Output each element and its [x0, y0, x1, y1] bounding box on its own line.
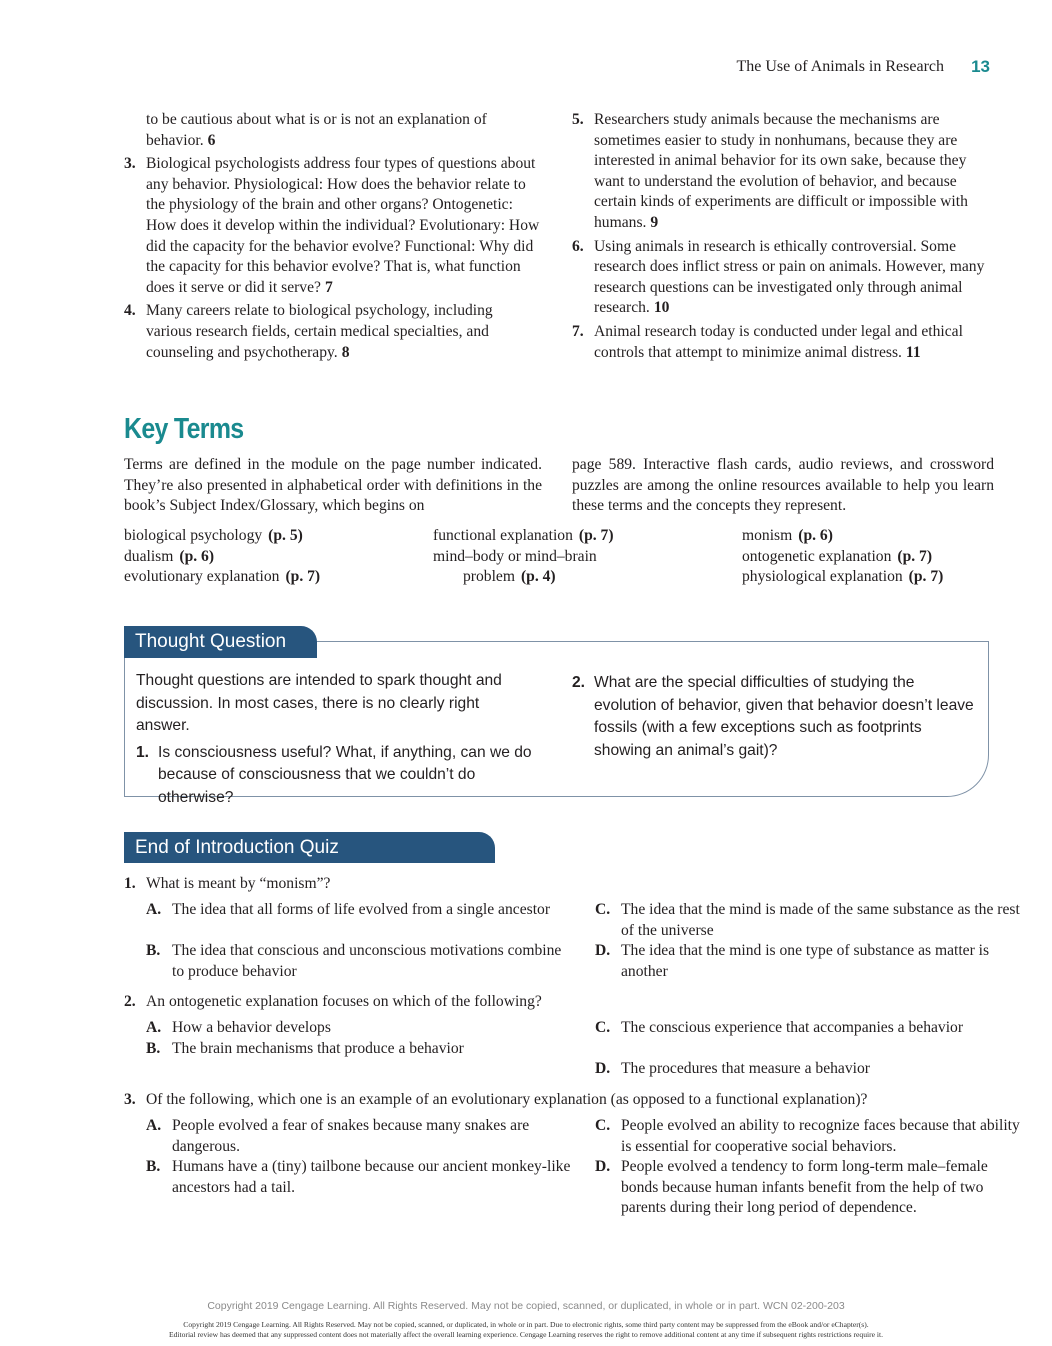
quiz-option[interactable]	[146, 1018, 572, 1039]
quiz-option[interactable]	[146, 1039, 572, 1060]
item-text: Is consciousness useful? What, if anything, can we do because of consciousness that we couldn’t do otherwise?	[158, 743, 532, 806]
key-terms-column-3	[742, 526, 943, 588]
item-text: Animal research today is conducted under legal and ethical controls that attempt to minimize animal distress.	[594, 322, 963, 361]
summary-item	[572, 322, 994, 363]
item-page-ref: 9	[650, 213, 659, 231]
option-text: The brain mechanisms that produce a behavior	[172, 1040, 464, 1057]
quiz-option[interactable]	[595, 1018, 1021, 1039]
quiz-option[interactable]	[146, 900, 572, 921]
item-number: 6.	[572, 237, 584, 255]
running-head: The Use of Animals in Research	[736, 58, 944, 75]
item-number: 7.	[572, 322, 584, 340]
key-terms-intro-right: page 589. Interactive flash cards, audio reviews, and crossword puzzles are among the online resources available to help you learn these terms and the concepts they represent.	[572, 456, 994, 515]
term-label: physiological explanation	[742, 568, 903, 585]
quiz-option[interactable]	[595, 1157, 1021, 1219]
term-label: problem	[463, 568, 515, 585]
thought-question-right	[572, 672, 977, 762]
option-letter: A.	[146, 1019, 162, 1036]
option-letter: B.	[146, 942, 161, 959]
item-text: Biological psychologists address four types of questions about any behavior. Physiological: How does the behavior relate to the physiology of the brain and other organs? Ontogenetic: How does it develop within the individual? Evolutionary: How did the capacity for the behavior evolve? Functional: Why did the capacity for this behavior evolve? That is, what function does it serve or did it serve?	[146, 155, 540, 296]
quiz-option[interactable]	[595, 941, 1021, 982]
item-number: 3.	[124, 155, 136, 173]
item-text: Many careers relate to biological psychology, including various research fields, certain medical specialties, and counseling and psychotherapy.	[146, 302, 493, 361]
option-text: The conscious experience that accompanies a behavior	[621, 1019, 964, 1036]
summary-item	[124, 154, 542, 298]
quiz-option[interactable]	[146, 941, 572, 982]
item-number: 5.	[572, 111, 584, 128]
term-page: (p. 7)	[578, 527, 614, 544]
term-label: functional explanation	[433, 527, 573, 544]
key-term	[433, 547, 614, 568]
term-page: (p. 6)	[179, 547, 215, 565]
term-label: dualism	[124, 547, 174, 565]
option-letter: A.	[146, 1117, 162, 1134]
item-text: Using animals in research is ethically controversial. Some research does inflict stress or pain on animals. However, many research questions can be investigated only through animal research.	[594, 237, 985, 317]
thought-question-left	[136, 670, 536, 810]
item-text: What are the special difficulties of studying the evolution of behavior, given that behavior doesn’t leave fossils (with a few exceptions such as footprints showing an animal’s gait)?	[594, 674, 974, 759]
key-terms-column-1	[124, 526, 320, 588]
term-label: ontogenetic explanation	[742, 547, 892, 565]
key-term	[124, 567, 320, 588]
item-page-ref: 11	[905, 343, 921, 361]
key-term	[742, 567, 943, 588]
item-page-ref: 7	[324, 278, 333, 296]
item-page-ref: 10	[653, 299, 670, 317]
quiz-question	[124, 992, 542, 1013]
item-number: 4.	[124, 302, 136, 320]
option-text: The procedures that measure a behavior	[621, 1060, 870, 1077]
key-term	[124, 526, 320, 547]
option-letter: D.	[595, 942, 611, 959]
term-label: biological psychology	[124, 527, 263, 544]
option-letter: B.	[146, 1158, 161, 1175]
option-text: People evolved an ability to recognize faces because that ability is essential for cooperative social behaviors.	[621, 1117, 1020, 1155]
quiz-option[interactable]	[595, 1116, 1021, 1157]
option-letter: B.	[146, 1040, 161, 1057]
thought-question-item	[136, 742, 536, 810]
key-term	[742, 526, 943, 547]
option-text: People evolved a fear of snakes because many snakes are dangerous.	[172, 1117, 530, 1155]
option-text: The idea that the mind is one type of substance as matter is another	[621, 942, 990, 980]
quiz-question	[124, 874, 330, 895]
fine-print-line: Copyright 2019 Cengage Learning. All Rights Reserved. May not be copied, scanned, or duplicated, in whole or in part. Due to electronic rights, some third party content may be suppressed from the eBook and/or eChapter(s).	[183, 1320, 869, 1329]
copyright-notice: Copyright 2019 Cengage Learning. All Rights Reserved. May not be copied, scanned, or duplicated, in whole or in part. WCN 02-200-203	[207, 1300, 845, 1312]
thought-question-intro: Thought questions are intended to spark thought and discussion. In most cases, there is no clearly right answer.	[136, 672, 502, 735]
term-label: evolutionary explanation	[124, 568, 280, 585]
quiz-option[interactable]	[146, 1116, 572, 1157]
option-letter: C.	[595, 1019, 611, 1036]
summary-item	[572, 110, 994, 234]
summary-right-column	[572, 110, 994, 366]
option-text: The idea that the mind is made of the same substance as the rest of the universe	[621, 901, 1020, 939]
quiz-question	[124, 1090, 867, 1111]
term-page: (p. 7)	[897, 547, 933, 565]
question-number: 3.	[124, 1091, 136, 1108]
term-page: (p. 5)	[268, 527, 303, 544]
fine-print-line: Editorial review has deemed that any suppressed content does not materially affect the overall learning experience. Cengage Learning reserves the right to remove additional content at any time if subsequent rights restrictions require it.	[168, 1330, 884, 1339]
option-letter: D.	[595, 1158, 611, 1175]
item-number: 2.	[572, 674, 586, 691]
key-term	[742, 547, 943, 568]
term-page: (p. 7)	[285, 568, 321, 585]
summary-item	[124, 110, 542, 151]
summary-item	[124, 301, 542, 363]
key-terms-intro-left: Terms are defined in the module on the page number indicated. They’re also presented in alphabetical order with definitions in the book’s Subject Index/Glossary, which begins on	[124, 456, 542, 515]
thought-question-title: Thought Question	[124, 626, 317, 658]
key-terms-column-2	[433, 526, 614, 588]
option-text: How a behavior develops	[172, 1019, 331, 1036]
question-number: 1.	[124, 875, 136, 892]
term-page: (p. 7)	[908, 568, 944, 585]
option-text: Humans have a (tiny) tailbone because our ancient monkey-like ancestors had a tail.	[172, 1158, 571, 1196]
quiz-option[interactable]	[595, 900, 1021, 941]
page-number: 13	[971, 57, 990, 76]
option-letter: A.	[146, 901, 162, 918]
term-label: mind–body or mind–brain	[433, 547, 597, 565]
thought-question-item	[572, 672, 977, 762]
question-text: What is meant by “monism”?	[146, 875, 331, 892]
option-text: People evolved a tendency to form long-term male–female bonds because human infants benefit from the help of two parents during their long period of dependence.	[621, 1158, 988, 1217]
copyright-fine-print	[0, 1320, 1052, 1340]
key-terms-heading: Key Terms	[124, 413, 244, 445]
term-label: monism	[742, 527, 793, 544]
key-term	[124, 547, 320, 568]
item-page-ref: 8	[341, 343, 350, 361]
key-term-continuation	[433, 567, 614, 588]
term-page: (p. 6)	[798, 527, 833, 544]
summary-item	[572, 237, 994, 319]
option-letter: C.	[595, 901, 611, 918]
quiz-title: End of Introduction Quiz	[124, 832, 495, 863]
option-letter: C.	[595, 1117, 611, 1134]
item-text: Researchers study animals because the mechanisms are sometimes easier to study in nonhumans, because they are interested in animal behavior for its own sake, because they want to understand the evolution of behavior, and because certain kinds of experiments are difficult or impossible with humans.	[594, 111, 968, 231]
term-page: (p. 4)	[520, 568, 556, 585]
item-page-ref: 6	[207, 131, 216, 149]
key-term	[433, 526, 614, 547]
option-text: The idea that conscious and unconscious motivations combine to produce behavior	[172, 942, 562, 980]
question-text: Of the following, which one is an example of an evolutionary explanation (as opposed to a functional explanation)?	[146, 1091, 868, 1108]
quiz-option[interactable]	[595, 1059, 1021, 1080]
item-text: to be cautious about what is or is not an explanation of behavior.	[146, 111, 487, 149]
quiz-option[interactable]	[146, 1157, 572, 1198]
option-text: The idea that all forms of life evolved from a single ancestor	[172, 901, 551, 918]
option-letter: D.	[595, 1060, 611, 1077]
summary-left-column	[124, 110, 542, 366]
item-number: 1.	[136, 743, 150, 761]
question-number: 2.	[124, 993, 136, 1010]
question-text: An ontogenetic explanation focuses on which of the following?	[146, 993, 542, 1010]
